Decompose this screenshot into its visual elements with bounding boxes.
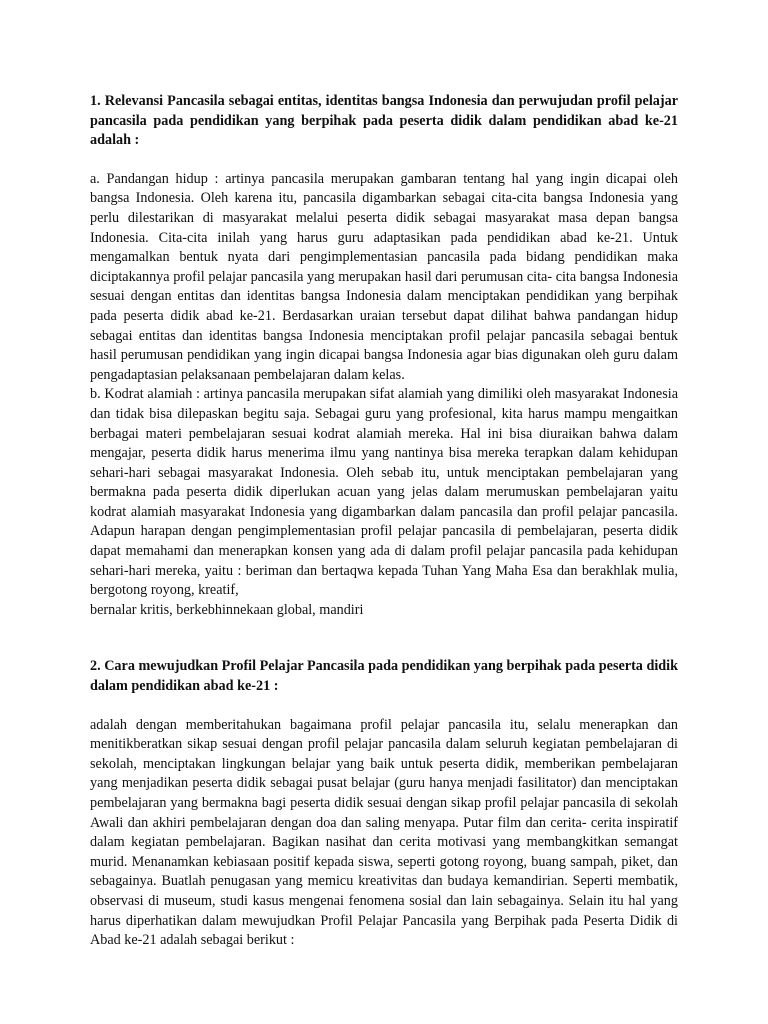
section-2-body: adalah dengan memberitahukan bagaimana profil pelajar pancasila itu, selalu menerapkan dan menitikberatkan sikap sesuai dengan profil pelajar pancasila dalam seluruh kegiatan pembelajaran di sekolah, menciptakan lingkungan belajar yang baik untuk peserta didik, memberikan pembelajaran yang menjadikan peserta didik sebagai pusat belajar (guru hanya menjadi fasilitator) dan menciptakan pembelajaran yang bermakna bagi peserta didik sesuai dengan sikap profil pelajar pancasila di sekolah Awali dan akhiri pembelajaran dengan doa dan saling menyapa. Putar film dan cerita- cerita inspiratif dalam kegiatan pembelajaran. Bagikan nasihat dan cerita motivasi yang membangkitkan semangat murid. Menanamkan kebiasaan positif kepada siswa, seperti gotong royong, buang sampah, piket, dan sebagainya. Buatlah penugasan yang memicu kreativitas dan budaya kemandirian. Seperti membatik, observasi di museum, studi kasus mengenai fenomena sosial dan lain sebagainya. Selain itu hal yang harus diperhatikan dalam mewujudkan Profil Pelajar Pancasila yang Berpihak pada Peserta Didik di Abad ke-21 adalah sebagai berikut : <box>90 716 678 949</box>
spacer <box>90 697 678 716</box>
section-1-point-a: a. Pandangan hidup : artinya pancasila merupakan gambaran tentang hal yang ingin dicapai oleh bangsa Indonesia. Oleh karena itu, pancasila digambarkan sebagai cita-cita bangsa Indonesia yang perlu dilestarikan di masyarakat melalui peserta didik sebagai masyarakat masa depan bangsa Indonesia. Cita-cita inilah yang harus guru adaptasikan pada pendidikan abad ke-21. Untuk mengamalkan bentuk nyata dari pengimplementasian pancasila pada bidang pendidikan maka diciptakannya profil pelajar pancasila yang merupakan hasil dari perumusan cita- cita bangsa Indonesia sesuai dengan entitas dan identitas bangsa Indonesia dalam menciptakan pendidikan yang berpihak pada peserta didik abad ke-21. Berdasarkan uraian tersebut dapat dilihat bahwa pandangan hidup sebagai entitas dan identitas bangsa Indonesia menciptakan profil pelajar pancasila sebagai bentuk hasil perumusan pendidikan yang ingin dicapai bangsa Indonesia agar bias digunakan oleh guru dalam pengadaptasian pelaksanaan pembelajaran dalam kelas. <box>90 170 678 383</box>
section-1-point-b-final-line: bernalar kritis, berkebhinnekaan global, mandiri <box>90 601 364 618</box>
spacer <box>90 620 678 657</box>
section-2-heading: 2. Cara mewujudkan Profil Pelajar Pancasila pada pendidikan yang berpihak pada peserta didik dalam pendidikan abad ke-21 : <box>90 658 678 695</box>
spacer <box>90 151 678 170</box>
section-1-heading: 1. Relevansi Pancasila sebagai entitas, identitas bangsa Indonesia dan perwujudan profil pelajar pancasila pada pendidikan yang berpihak pada peserta didik dalam pendidikan abad ke-21 adalah : <box>90 93 678 149</box>
section-1-point-b: b. Kodrat alamiah : artinya pancasila merupakan sifat alamiah yang dimiliki oleh masyarakat Indonesia dan tidak bisa dilepaskan begitu saja. Sebagai guru yang profesional, kita harus mampu mengaitkan berbagai materi pembelajaran sesuai kodrat alamiah mereka. Hal ini bisa diuraikan bahwa dalam mengajar, peserta didik harus menerima ilmu yang nantinya bisa mereka terapkan dalam kehidupan sehari-hari sebagai masyarakat Indonesia. Oleh sebab itu, untuk menciptakan pembelajaran yang bermakna pada peserta didik diperlukan acuan yang jelas dalam merumuskan pembelajaran yaitu kodrat alamiah masyarakat Indonesia yang digambarkan dalam pancasila dan profil pelajar pancasila. Adapun harapan dengan pengimplementasian profil pelajar pancasila di pembelajaran, peserta didik dapat memahami dan menerapkan konsen yang ada di dalam profil pelajar pancasila pada kehidupan sehari-hari mereka, yaitu : beriman dan bertaqwa kepada Tuhan Yang Maha Esa dan berakhlak mulia, bergotong royong, kreatif, <box>90 386 678 599</box>
document-content <box>90 92 678 951</box>
